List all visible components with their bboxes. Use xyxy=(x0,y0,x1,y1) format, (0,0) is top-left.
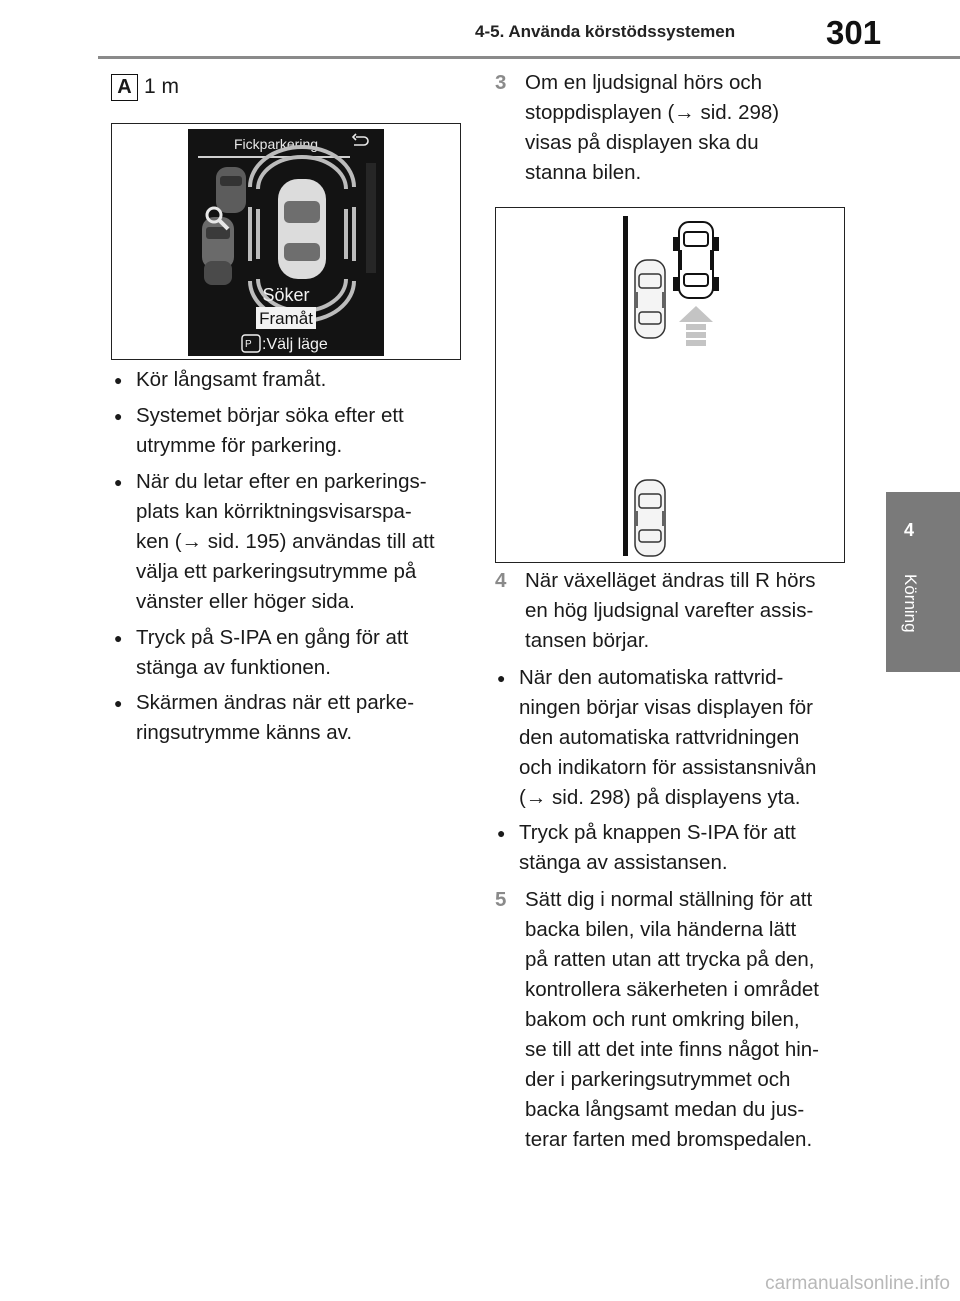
bullet-line: ● Skärmen ändras när ett parke- xyxy=(136,691,415,714)
parking-display-graphic xyxy=(188,129,384,356)
display-title: Fickparkering xyxy=(234,136,319,152)
step-line: backa bilen, vila händerna lätt xyxy=(525,918,797,941)
bullet-item xyxy=(136,401,404,461)
step-3 xyxy=(495,68,865,188)
bullet-line: ningen börjar visas displayen för xyxy=(519,696,813,719)
step-number: 5 xyxy=(495,888,507,911)
distance-caption: 1 m xyxy=(144,75,180,98)
bullet-line: stänga av assistansen. xyxy=(519,851,728,874)
display-direction: Framåt xyxy=(259,309,313,328)
header-title: 4-5. Använda körstödssystemen xyxy=(475,22,736,41)
bullet-line: ● Systemet börjar söka efter ett xyxy=(136,404,404,427)
step-line: stoppdisplayen (→ sid. 298) xyxy=(525,101,780,124)
step-line: på ratten utan att trycka på den, xyxy=(525,948,815,971)
step-line: terar farten med bromspedalen. xyxy=(525,1128,813,1151)
svg-text:P: P xyxy=(245,339,252,350)
bullet-line: välja ett parkeringsutrymme på xyxy=(136,560,417,583)
bullet-line: ● Kör långsamt framåt. xyxy=(136,368,327,391)
step-line: se till att det inte finns något hin- xyxy=(525,1038,820,1061)
parked-car-icon xyxy=(204,261,232,285)
bullet-line: ken (→ sid. 195) användas till att xyxy=(136,530,435,553)
forward-arrow-icon xyxy=(679,306,713,346)
bullet-line: stänga av funktionen. xyxy=(136,656,331,679)
step-line: När växelläget ändras till R hörs xyxy=(525,569,816,592)
parking-diagram-figure xyxy=(495,207,845,563)
curb-line xyxy=(623,216,628,556)
bullet-line: plats kan körriktningsvisarspa- xyxy=(136,500,412,523)
bullet-line: vänster eller höger sida. xyxy=(136,590,355,613)
chapter-tab xyxy=(886,492,960,672)
bullet-item xyxy=(136,688,414,748)
own-vehicle-icon xyxy=(674,222,718,298)
figure-label-a: A xyxy=(111,74,138,101)
bullet-line: ● När du letar efter en parkerings- xyxy=(136,470,427,493)
display-mode-hint: :Välj läge xyxy=(262,336,328,353)
bullet-line: ● Tryck på S-IPA en gång för att xyxy=(136,626,409,649)
step-line: stanna bilen. xyxy=(525,161,642,184)
title-underline xyxy=(198,156,350,158)
parked-car-front-icon xyxy=(635,260,665,338)
step-line: kontrollera säkerheten i området xyxy=(525,978,819,1001)
parked-car-rear-icon xyxy=(635,480,665,556)
step-line: der i parkeringsutrymmet och xyxy=(525,1068,791,1091)
page-number: 301 xyxy=(826,14,882,51)
parking-display-screen xyxy=(188,129,384,356)
display-status: Söker xyxy=(262,285,310,305)
side-bar xyxy=(366,163,376,273)
header-rule xyxy=(98,56,960,59)
bullet-item xyxy=(136,467,435,617)
step-line: backa långsamt medan du jus- xyxy=(525,1098,805,1121)
bullet-line: ringsutrymme känns av. xyxy=(136,721,353,744)
step-4 xyxy=(495,566,865,656)
chapter-label: Körning xyxy=(901,574,920,633)
own-vehicle-icon xyxy=(278,179,326,279)
display-figure xyxy=(111,123,461,360)
bullet-item xyxy=(136,623,408,683)
bullet-line: och indikatorn för assistansnivån xyxy=(519,756,817,779)
bullet-line: ● Tryck på knappen S-IPA för att xyxy=(519,821,796,844)
return-icon xyxy=(353,134,368,145)
parking-diagram xyxy=(496,208,844,562)
bullet-item xyxy=(136,365,326,395)
bullet-item xyxy=(519,663,816,813)
park-mode-icon xyxy=(242,335,260,352)
parked-car-icon xyxy=(216,167,246,213)
bullet-line: utrymme för parkering. xyxy=(136,434,343,457)
step-line: en hög ljudsignal varefter assis- xyxy=(525,599,814,622)
bullet-line: den automatiska rattvridningen xyxy=(519,726,800,749)
chapter-number: 4 xyxy=(903,520,914,540)
step-line: bakom och runt omkring bilen, xyxy=(525,1008,800,1031)
step-line: visas på displayen ska du xyxy=(525,131,759,154)
bullet-item xyxy=(519,818,796,878)
step-line: Sätt dig i normal ställning för att xyxy=(525,888,813,911)
step-5 xyxy=(495,885,865,1155)
watermark: carmanualsonline.info xyxy=(765,1273,950,1294)
bullet-line: ● När den automatiska rattvrid- xyxy=(519,666,784,689)
step-number: 4 xyxy=(495,569,507,592)
step-line: tansen börjar. xyxy=(525,629,650,652)
bullet-line: (→ sid. 298) på displayens yta. xyxy=(519,786,801,809)
step-line: Om en ljudsignal hörs och xyxy=(525,71,763,94)
step-number: 3 xyxy=(495,71,507,94)
